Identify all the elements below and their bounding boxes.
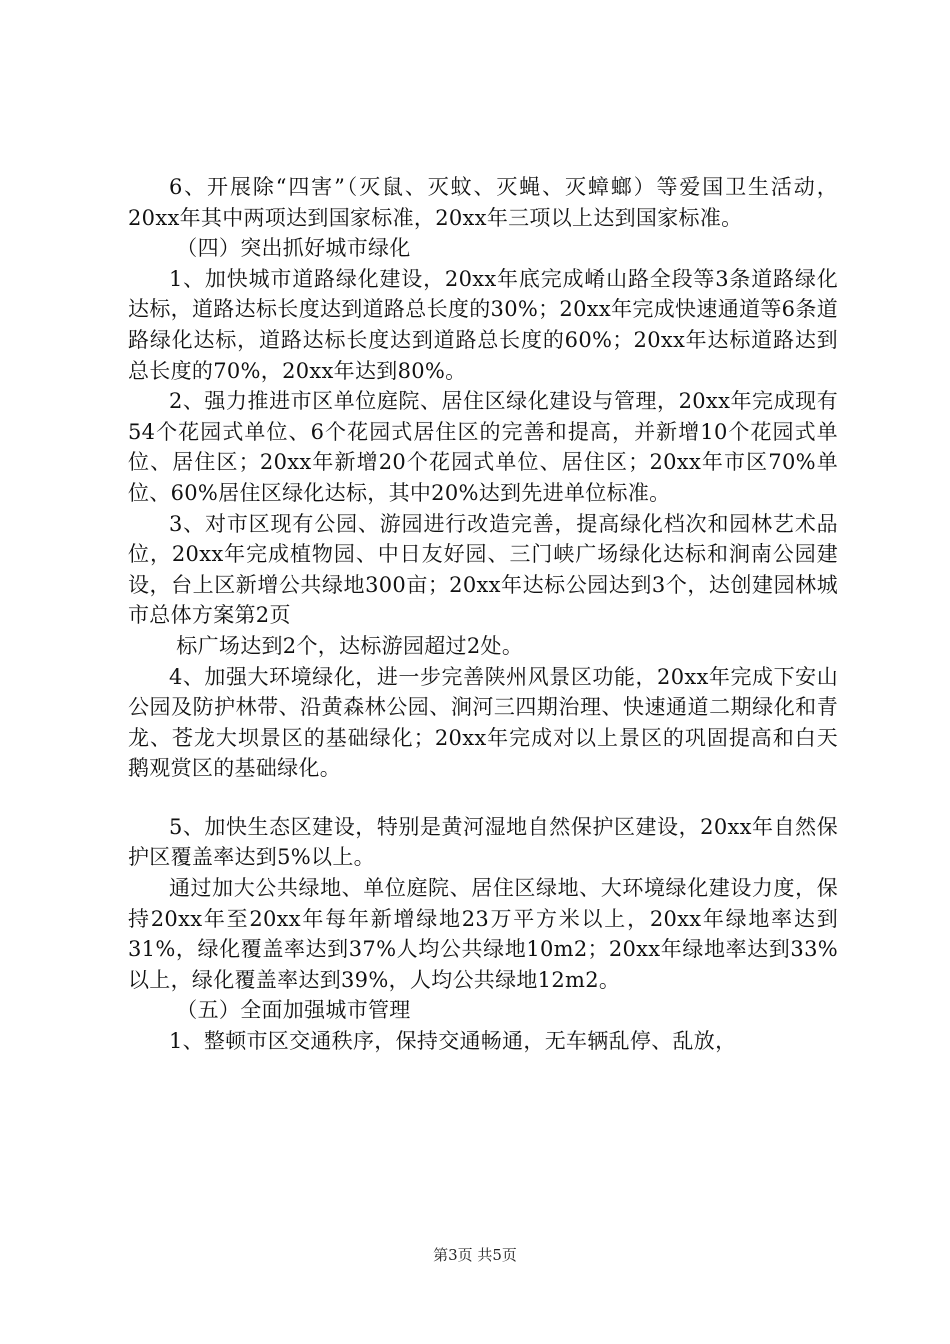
- paragraph-traffic-order: 1、整顿市区交通秩序，保持交通畅通，无车辆乱停、乱放，: [168, 1029, 737, 1054]
- paragraph-ecological-zone: 5、加快生态区建设，特别是黄河湿地自然保护区建设，20xx年自然保护区覆盖率达到5%以上。: [128, 814, 838, 870]
- paragraph-road-greening: 1、加快城市道路绿化建设，20xx年底完成崤山路全段等3条道路绿化达标，道路达标长度达到道路总长度的30%；20xx年完成快速通道等6条道路绿化达标，道路达标长度达到道路总长度的60%；20xx年达标道路达到总长度的70%，20xx年达到80%。: [128, 266, 838, 383]
- paragraph-courtyard-greening: 2、强力推进市区单位庭院、居住区绿化建设与管理，20xx年完成现有54个花园式单位、6个花园式居住区的完善和提高，并新增10个花园式单位、居住区；20xx年新增20个花园式单位、居住区；20xx年市区70%单位、60%居住区绿化达标，其中20%达到先进单位标准。: [128, 389, 838, 505]
- paragraph-pest-control: 6、开展除“四害”（灭鼠、灭蚊、灭蝇、灭蟑螂）等爱国卫生活动，20xx年其中两项达到国家标准，20xx年三项以上达到国家标准。: [128, 175, 838, 230]
- paragraph-gap: [128, 784, 838, 812]
- section-heading-management: （五）全面加强城市管理: [176, 998, 411, 1023]
- page-footer: 第3页 共5页: [433, 1246, 517, 1264]
- section-heading-greening: （四）突出抓好城市绿化: [176, 236, 411, 261]
- document-body: [128, 172, 838, 1057]
- paragraph-park-renovation: 3、对市区现有公园、游园进行改造完善，提高绿化档次和园林艺术品位，20xx年完成植物园、中日友好园、三门峡广场绿化达标和涧南公园建设，台上区新增公共绿地300亩；20xx年达标公园达到3个，达创建园林城市总体方案第2页: [128, 511, 838, 628]
- paragraph-environment-greening: 4、加强大环境绿化，进一步完善陕州风景区功能，20xx年完成下安山公园及防护林带、沿黄森林公园、涧河三四期治理、快速通道二期绿化和青龙、苍龙大坝景区的基础绿化；20xx年完成对以上景区的巩固提高和白天鹅观赏区的基础绿化。: [128, 664, 838, 781]
- paragraph-park-continuation: 标广场达到2个，达标游园超过2处。: [176, 633, 524, 658]
- paragraph-green-targets: 通过加大公共绿地、单位庭院、居住区绿地、大环境绿化建设力度，保持20xx年至20xx年每年新增绿地23万平方米以上，20xx年绿地率达到31%，绿化覆盖率达到37%人均公共绿地10m2；20xx年绿地率达到33%以上，绿化覆盖率达到39%，人均公共绿地12m2。: [128, 876, 838, 992]
